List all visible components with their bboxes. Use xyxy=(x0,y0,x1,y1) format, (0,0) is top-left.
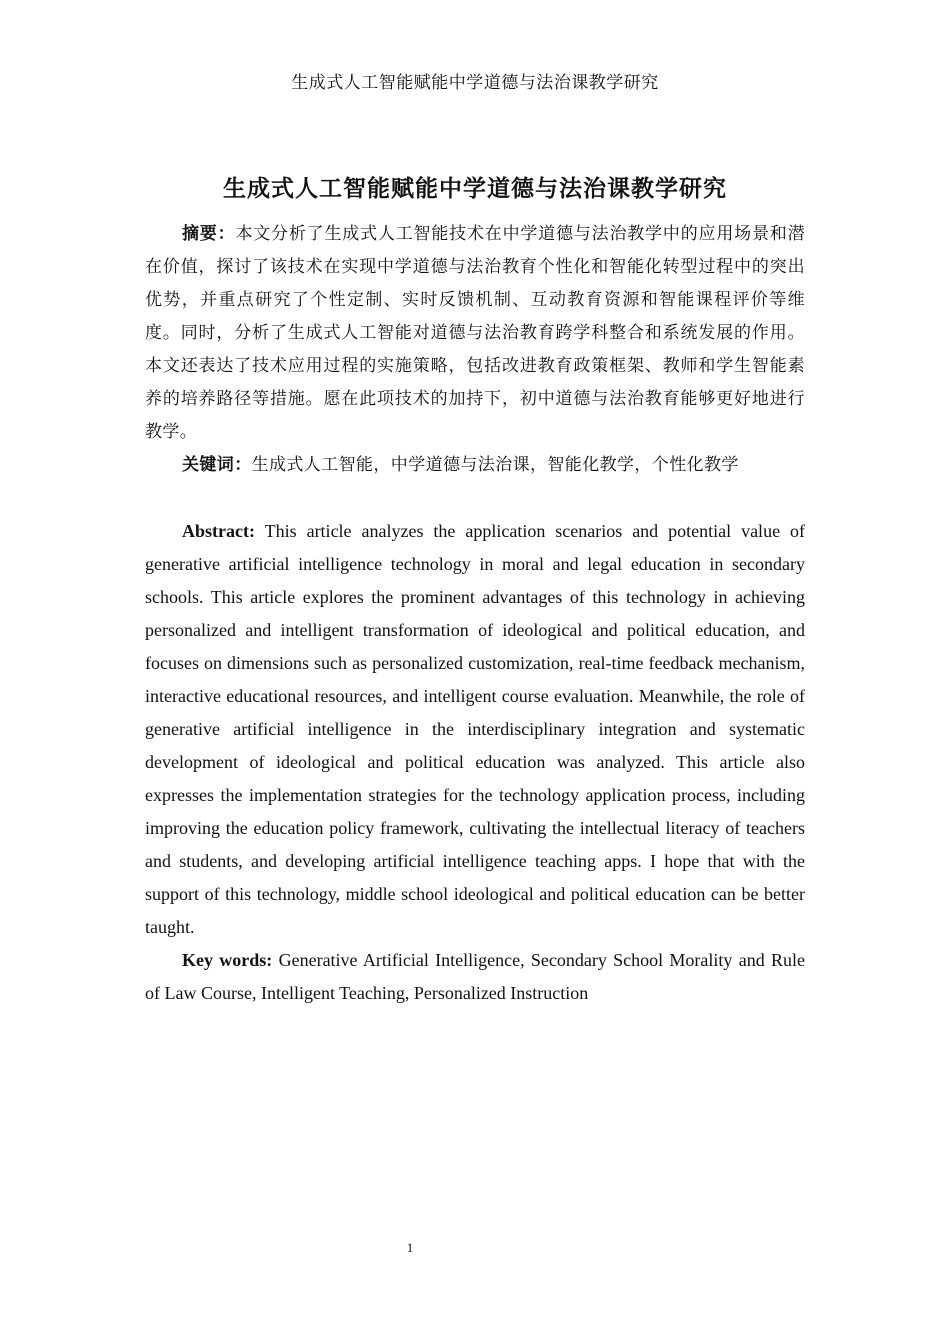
chinese-abstract-label: 摘要： xyxy=(182,224,236,244)
chinese-keywords xyxy=(145,449,805,482)
running-header: 生成式人工智能赋能中学道德与法治课教学研究 xyxy=(291,73,659,93)
chinese-keywords-label: 关键词： xyxy=(182,455,252,475)
english-abstract-label: Abstract: xyxy=(182,521,255,541)
chinese-abstract-text: 本文分析了生成式人工智能技术在中学道德与法治教学中的应用场景和潜在价值，探讨了该技术在实现中学道德与法治教育个性化和智能化转型过程中的突出优势，并重点研究了个性定制、实时反馈机制、互动教育资源和智能课程评价等维度。同时，分析了生成式人工智能对道德与法治教育跨学科整合和系统发展的作用。本文还表达了技术应用过程的实施策略，包括改进教育政策框架、教师和学生智能素养的培养路径等措施。愿在此项技术的加持下，初中道德与法治教育能够更好地进行教学。 xyxy=(145,224,805,442)
abstract-section xyxy=(145,218,805,1010)
paper-title: 生成式人工智能赋能中学道德与法治课教学研究 xyxy=(223,176,727,202)
english-keywords-text: Generative Artificial Intelligence, Secondary School Morality and Rule of Law Course, Intelligent Teaching, Personalized Instruction xyxy=(145,950,805,1003)
page-number: 1 xyxy=(406,1240,414,1255)
english-keywords-label: Key words: xyxy=(182,950,273,970)
section-spacer xyxy=(145,482,805,515)
english-abstract xyxy=(145,515,805,944)
english-abstract-text: This article analyzes the application scenarios and potential value of generative artificial intelligence technology in moral and legal education in secondary schools. This article explores the prominent advantages of this technology in achieving personalized and intelligent transformation of ideological and political education, and focuses on dimensions such as personalized customization, real-time feedback mechanism, interactive educational resources, and intelligent course evaluation. Meanwhile, the role of generative artificial intelligence in the interdisciplinary integration and systematic development of ideological and political education was analyzed. This article also expresses the implementation strategies for the technology application process, including improving the education policy framework, cultivating the intellectual literacy of teachers and students, and developing artificial intelligence teaching apps. I hope that with the support of this technology, middle school ideological and political education can be better taught. xyxy=(145,521,805,937)
english-keywords xyxy=(145,944,805,1010)
chinese-keywords-text: 生成式人工智能，中学道德与法治课，智能化教学，个性化教学 xyxy=(251,455,739,475)
chinese-abstract xyxy=(145,218,805,449)
